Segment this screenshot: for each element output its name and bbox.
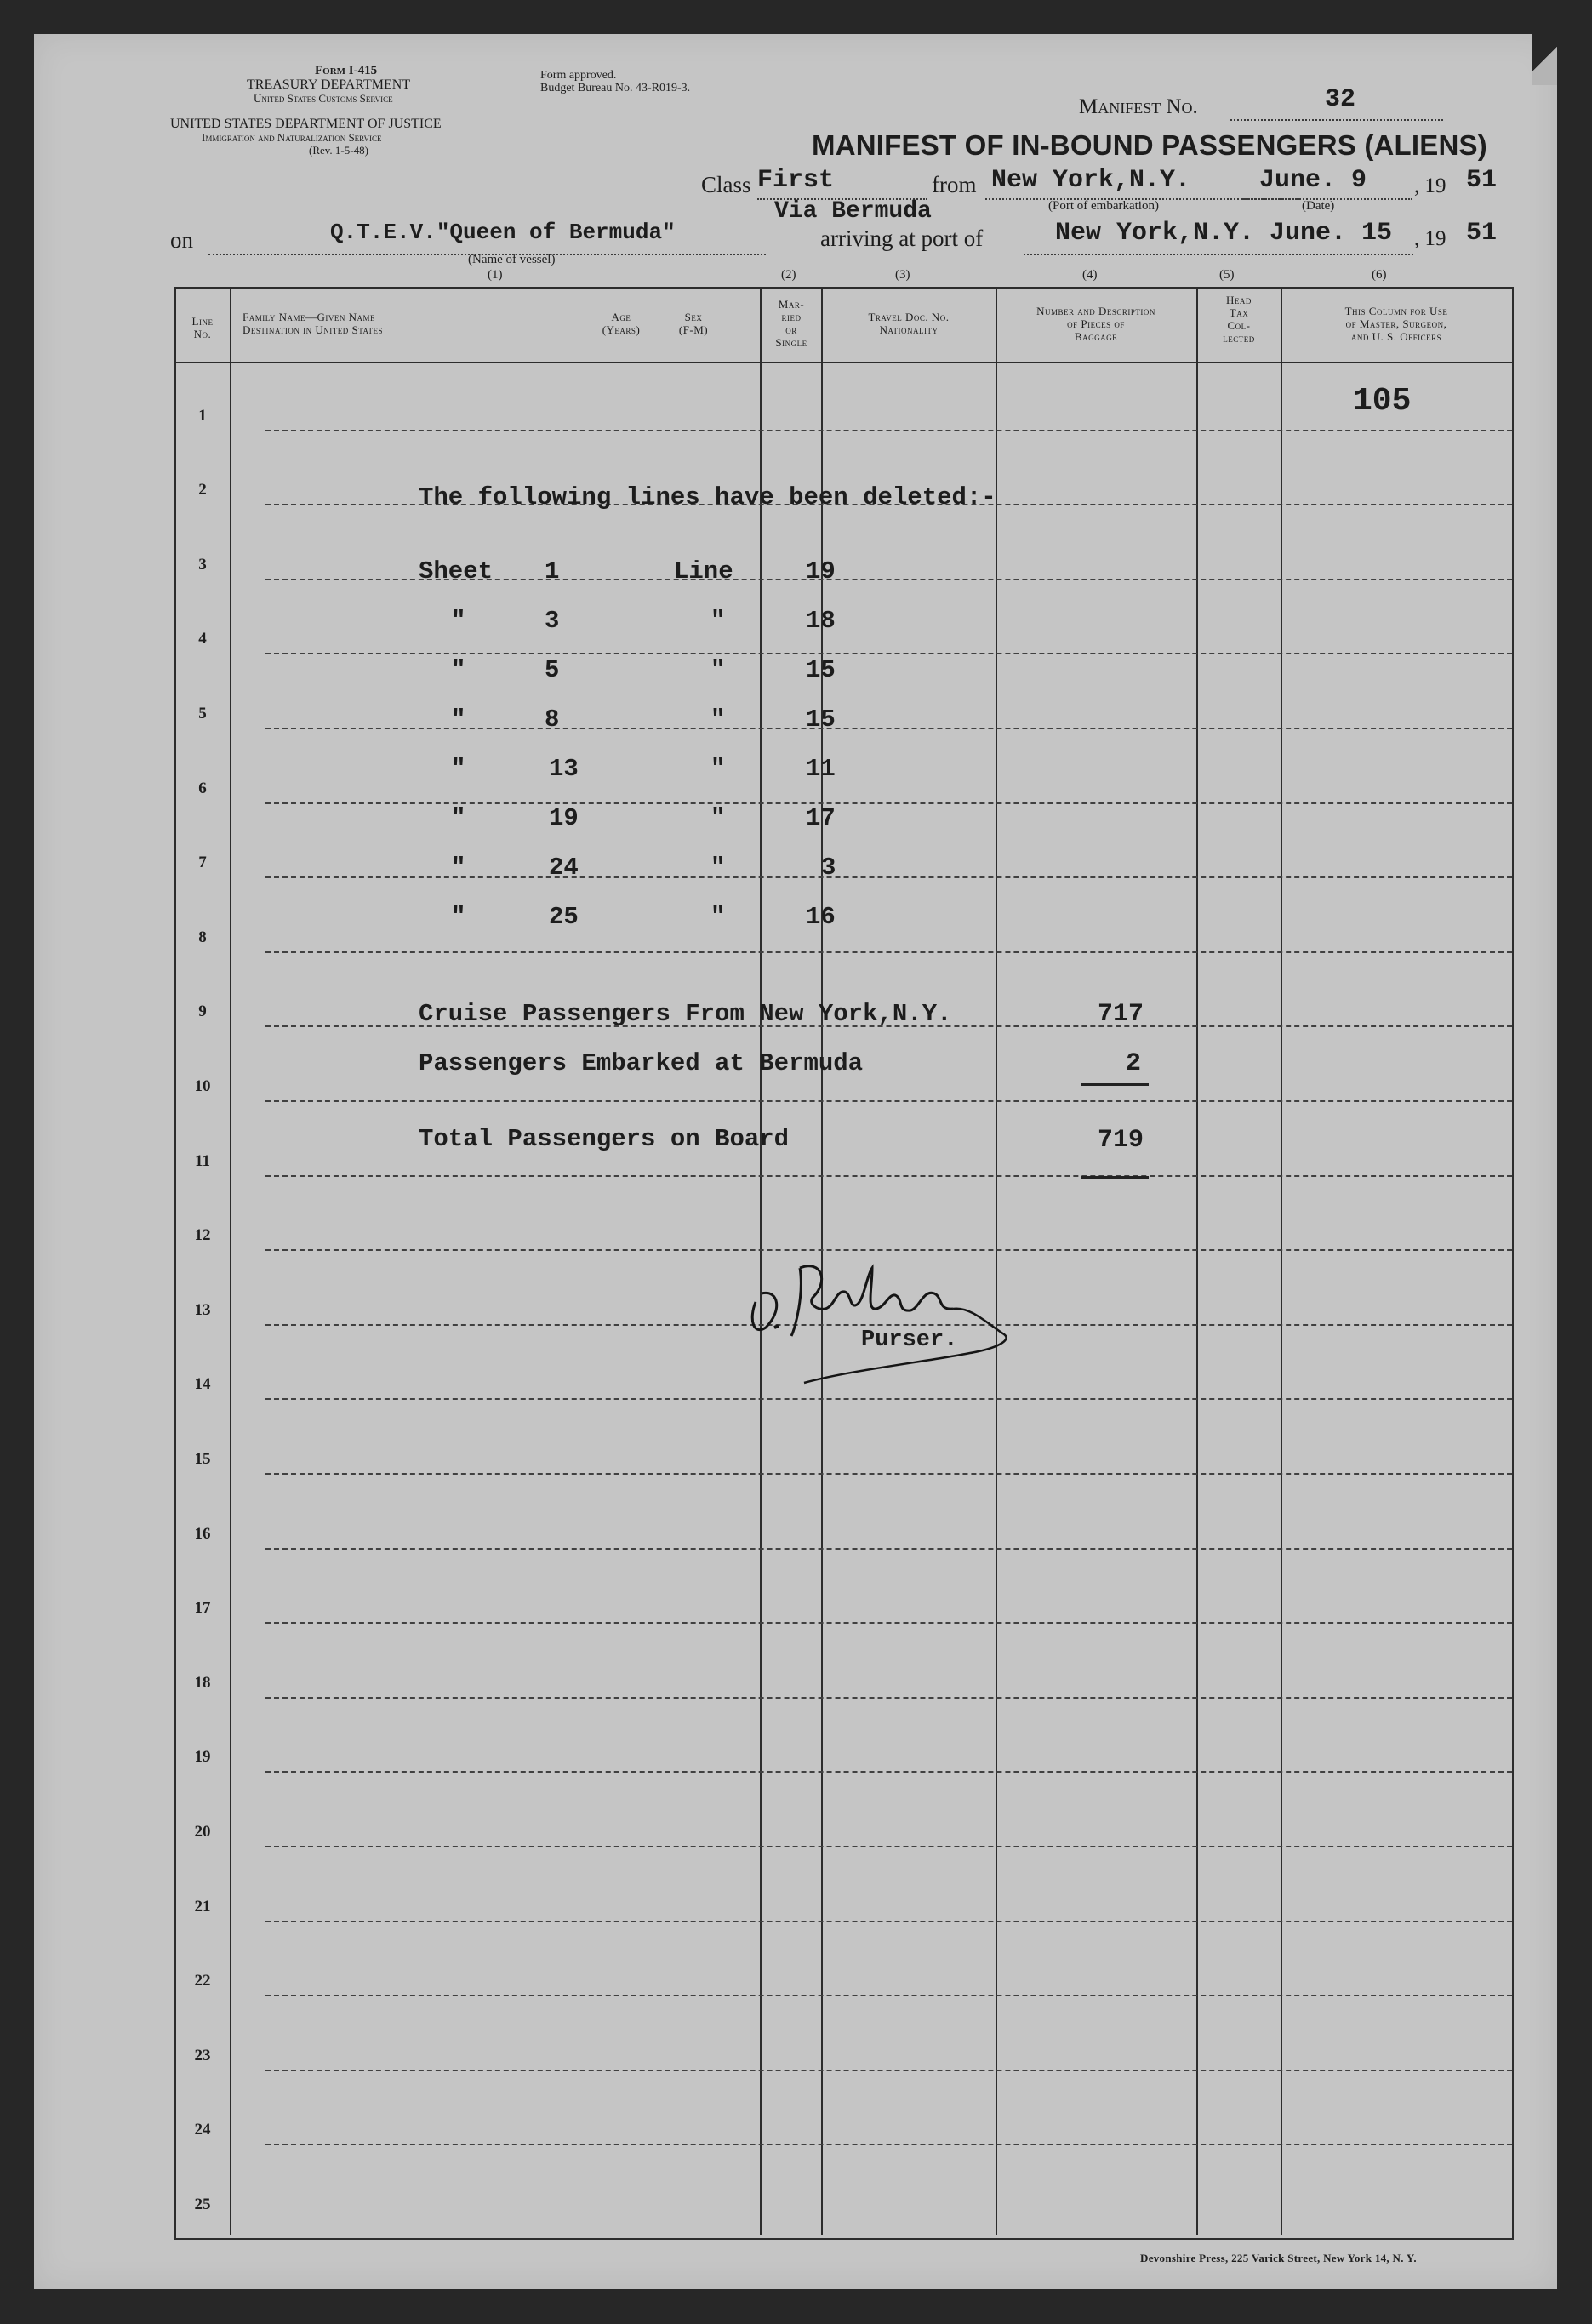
row-rule — [265, 951, 1512, 953]
row-rule — [265, 1921, 1512, 1922]
deleted-sheet-number: 1 — [545, 557, 560, 585]
deleted-sheet-label: " — [451, 755, 466, 783]
deleted-line-label: " — [710, 656, 726, 684]
via-bermuda: Via Bermuda — [774, 198, 932, 225]
col-header-line-no: Line No. — [191, 315, 214, 340]
line-number: 1 — [198, 406, 207, 425]
row-rule — [265, 1697, 1512, 1699]
form-number: Form I-415 — [315, 64, 378, 77]
col-2-num: (2) — [781, 268, 796, 282]
col-header-sex: Sex (F-M) — [678, 311, 709, 336]
arriving-label: arriving at port of — [820, 226, 984, 251]
line-number: 6 — [198, 779, 207, 797]
line-number: 24 — [194, 2121, 211, 2139]
line-number: 12 — [194, 1226, 211, 1245]
vessel-name: Q.T.E.V."Queen of Bermuda" — [330, 220, 676, 245]
col-header-headtax: Head Tax Col- lected — [1223, 294, 1255, 345]
line-number: 14 — [194, 1375, 211, 1394]
row-rule — [265, 653, 1512, 654]
year-prefix-2: , 19 — [1414, 227, 1446, 250]
line-number: 2 — [198, 481, 207, 500]
line-number: 18 — [194, 1673, 211, 1692]
line-number: 17 — [194, 1599, 211, 1618]
row-rule — [265, 1175, 1512, 1177]
row-rule — [265, 1995, 1512, 1996]
deleted-sheet-number: 19 — [549, 804, 579, 832]
line-number: 13 — [194, 1300, 211, 1319]
row-rule — [265, 2070, 1512, 2071]
line-number: 4 — [198, 630, 207, 648]
line-number: 20 — [194, 1823, 211, 1841]
deleted-line-number: 11 — [806, 755, 836, 783]
officer-count: 105 — [1353, 383, 1412, 420]
purser-label: Purser. — [861, 1328, 958, 1353]
total-label-board: Total Passengers on Board — [419, 1125, 790, 1153]
manifest-no-line — [1230, 119, 1443, 121]
deleted-lines-header: The following lines have been deleted:- — [419, 483, 996, 511]
deleted-line-number: 17 — [806, 804, 836, 832]
revision: (Rev. 1-5-48) — [309, 144, 368, 157]
line-number: 23 — [194, 2046, 211, 2064]
line-number: 21 — [194, 1897, 211, 1916]
total-value-bermuda: 2 — [1126, 1049, 1142, 1078]
col-5-num: (5) — [1219, 268, 1235, 282]
page-corner-fold — [1532, 34, 1557, 85]
deleted-sheet-label: Sheet — [419, 557, 494, 585]
from-value: New York,N.Y. — [991, 166, 1191, 195]
deleted-sheet-label: " — [451, 656, 466, 684]
total-label-cruise: Cruise Passengers From New York,N.Y. — [419, 1000, 952, 1028]
table-header-divider — [174, 362, 1514, 363]
deleted-line-number: 16 — [806, 903, 836, 931]
class-label: Class — [701, 172, 751, 197]
subtotal-rule — [1081, 1083, 1149, 1086]
line-number: 19 — [194, 1748, 211, 1767]
deleted-sheet-label: " — [451, 705, 466, 734]
manifest-no-label: Manifest No. — [1079, 95, 1198, 118]
from-label: from — [932, 172, 977, 197]
deleted-sheet-label: " — [451, 804, 466, 832]
deleted-sheet-label: " — [451, 903, 466, 931]
deleted-sheet-number: 3 — [545, 607, 560, 635]
col-3-num: (3) — [895, 268, 910, 282]
col-6-num: (6) — [1372, 268, 1387, 282]
line-number: 15 — [194, 1450, 211, 1468]
deleted-sheet-number: 25 — [549, 903, 579, 931]
total-label-bermuda: Passengers Embarked at Bermuda — [419, 1049, 864, 1077]
col-header-travel: Travel Doc. No. Nationality — [868, 311, 950, 336]
line-number: 7 — [198, 854, 207, 872]
col-4-num: (4) — [1082, 268, 1098, 282]
deleted-sheet-number: 8 — [545, 705, 560, 734]
deleted-sheet-number: 5 — [545, 656, 560, 684]
year-1: 51 — [1466, 166, 1498, 195]
row-rule — [265, 1846, 1512, 1847]
row-rule — [265, 1473, 1512, 1475]
line-number: 9 — [198, 1002, 207, 1021]
col-header-baggage: Number and Description of Pieces of Baggage — [1036, 305, 1155, 343]
deleted-line-label: " — [710, 607, 726, 635]
arrival-line — [1024, 254, 1413, 255]
deleted-line-number: 19 — [806, 557, 836, 585]
row-rule — [265, 1548, 1512, 1550]
deleted-line-label: " — [710, 854, 726, 882]
port-embark-caption: (Port of embarkation) — [1048, 199, 1159, 213]
col-header-officers: This Column for Use of Master, Surgeon, and U. S. Officers — [1344, 305, 1448, 343]
line-number: 3 — [198, 555, 207, 574]
line-number: 16 — [194, 1524, 211, 1543]
year-2: 51 — [1466, 219, 1498, 248]
total-value-cruise: 717 — [1098, 1000, 1144, 1029]
printer-imprint: Devonshire Press, 225 Varick Street, New York 14, N. Y. — [1140, 2252, 1417, 2264]
arrival-port: New York,N.Y. June. 15 — [1055, 219, 1393, 248]
form-approved: Form approved. — [540, 69, 617, 82]
deleted-sheet-label: " — [451, 854, 466, 882]
deleted-sheet-number: 24 — [549, 854, 579, 882]
row-rule — [265, 1100, 1512, 1102]
customs-service: United States Customs Service — [254, 92, 393, 105]
budget-bureau: Budget Bureau No. 43-R019-3. — [540, 82, 691, 94]
line-number: 11 — [195, 1151, 210, 1170]
date-caption: (Date) — [1302, 199, 1335, 213]
col-1-num: (1) — [488, 268, 503, 282]
deleted-line-number: 15 — [806, 656, 836, 684]
line-number: 5 — [198, 705, 207, 722]
deleted-sheet-number: 13 — [549, 755, 579, 783]
deleted-line-number: 3 — [821, 854, 836, 882]
deleted-line-number: 18 — [806, 607, 836, 635]
line-number: 10 — [194, 1077, 211, 1095]
col-sep-line — [230, 287, 231, 2235]
class-value: First — [757, 166, 835, 195]
col-header-name: Family Name—Given Name Destination in United States — [243, 311, 384, 336]
page-title: MANIFEST OF IN-BOUND PASSENGERS (ALIENS) — [812, 129, 1487, 161]
justice-dept: UNITED STATES DEPARTMENT OF JUSTICE — [170, 117, 442, 131]
manifest-sheet — [34, 34, 1557, 2289]
row-rule — [265, 1622, 1512, 1624]
ins-service: Immigration and Naturalization Service — [202, 131, 382, 144]
line-number: 25 — [194, 2196, 211, 2213]
deleted-line-label: " — [710, 705, 726, 734]
deleted-sheet-label: " — [451, 607, 466, 635]
deleted-line-number: 15 — [806, 705, 836, 734]
col-header-married: Mar- ried or Single — [775, 298, 807, 349]
deleted-line-label: " — [710, 903, 726, 931]
line-number: 8 — [198, 928, 207, 946]
row-rule — [265, 430, 1512, 431]
deleted-line-label: " — [710, 804, 726, 832]
total-rule — [1081, 1176, 1149, 1179]
deleted-line-label: " — [710, 755, 726, 783]
year-prefix-1: , 19 — [1414, 174, 1446, 197]
deleted-line-label: Line — [674, 557, 733, 585]
row-rule — [265, 1771, 1512, 1773]
vessel-caption: (Name of vessel) — [468, 253, 556, 266]
row-rule — [265, 2144, 1512, 2145]
manifest-no-value: 32 — [1325, 85, 1356, 114]
col-header-age: Age (Years) — [602, 311, 641, 336]
line-number: 22 — [194, 1972, 211, 1990]
total-value-board: 719 — [1098, 1126, 1144, 1155]
on-label: on — [170, 227, 193, 253]
date-value: June. 9 — [1259, 166, 1367, 195]
treasury-dept: TREASURY DEPARTMENT — [247, 77, 411, 92]
